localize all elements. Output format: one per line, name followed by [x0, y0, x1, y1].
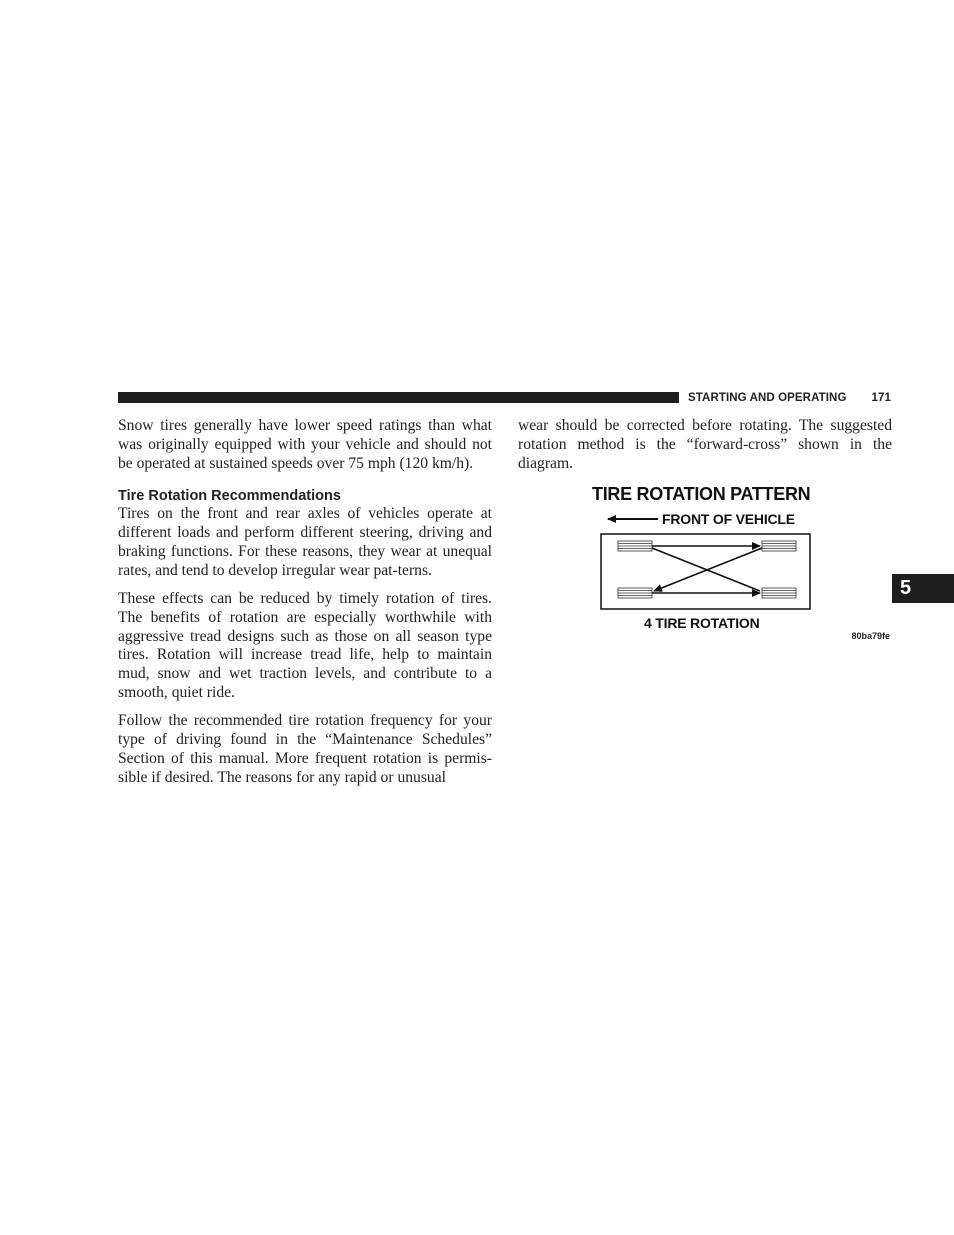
- diagram-title: TIRE ROTATION PATTERN: [592, 484, 811, 504]
- tire-rear-right: [762, 588, 796, 598]
- running-header: [688, 390, 891, 406]
- paragraph-snow-tires: Snow tires generally have lower speed ratings than what was originally equipped with your vehicle and should not be operated at sustained speeds over 75 mph (120 km/h).: [118, 417, 492, 472]
- tire-front-left: [618, 541, 652, 551]
- section-heading: Tire Rotation Recommendations: [118, 488, 341, 505]
- tire-rear-left: [618, 588, 652, 598]
- paragraph-benefits: These effects can be reduced by timely rotation of tires. The benefits of rotation are especially worthwhile with aggressive tread designs such as those on all season type tires. Rotation will increase tread life, help to maintain mud, snow and wet traction levels, and contribute to a smooth, quiet ride.: [118, 590, 492, 702]
- paragraph-frequency: Follow the recommended tire rotation frequency for your type of driving found in the “Maintenance Schedules” Section of this manual. More frequent rotation is permis-sible if desired. The reasons for any rapid or unusual: [118, 712, 492, 786]
- section-title: STARTING AND OPERATING: [688, 392, 847, 404]
- right-column: [518, 417, 892, 483]
- figure-code: 80ba79fe: [851, 631, 890, 641]
- diagram-caption: 4 TIRE ROTATION: [644, 615, 760, 631]
- section-tab-number: 5: [900, 577, 912, 599]
- page-number: 171: [871, 392, 891, 404]
- paragraph-forward-cross: wear should be corrected before rotating. The suggested rotation method is the “forward-cross” shown in the diagram.: [518, 417, 892, 472]
- left-column: [118, 417, 492, 797]
- section-tab: [892, 574, 954, 603]
- tire-front-right: [762, 541, 796, 551]
- header-rule: [118, 392, 679, 403]
- tire-rotation-diagram: [560, 480, 900, 650]
- paragraph-axles: Tires on the front and rear axles of vehicles operate at different loads and perform different steering, driving and braking functions. For these reasons, they wear at unequal rates, and tend to develop irregular wear pat-terns.: [118, 505, 492, 579]
- front-of-vehicle-label: FRONT OF VEHICLE: [662, 511, 795, 527]
